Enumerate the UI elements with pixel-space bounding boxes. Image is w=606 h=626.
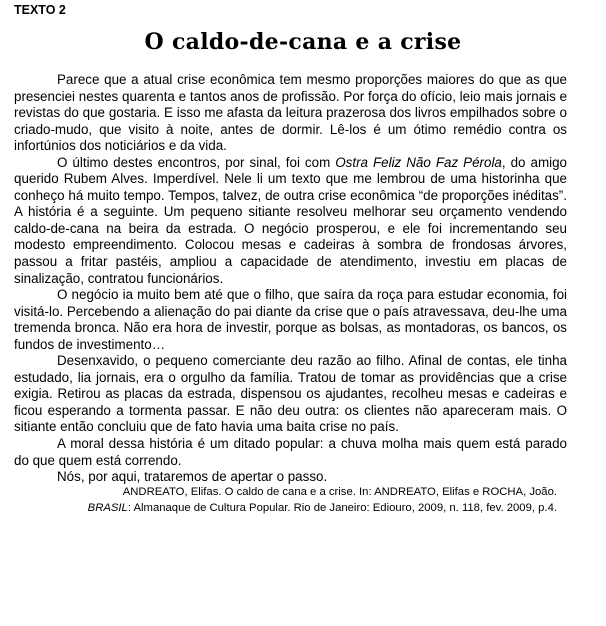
paragraph [14,436,567,469]
citation [14,484,557,516]
italic-text-run: Ostra Feliz Não Faz Pérola [335,154,502,170]
text-run: Desenxavido, o pequeno comerciante deu razão ao filho. Afinal de contas, ele tinha estudado, lia jornais, era o orgulho da família. Tratou de tomar as providências que a crise exigia. Retirou as placas da estrada, dispensou os ajudantes, recolheu mesas e cadeiras e ficou esperando a tormenta passar. E não deu outra: os clientes não apareceram mais. O sitiante então concluiu que de fato havia uma baita crise no país. [14,353,567,435]
page-title: O caldo-de-cana e a crise [144,29,462,55]
paragraph [14,353,567,436]
citation-line [14,500,557,516]
italic-text-run: BRASIL [87,502,128,514]
text-run: , do amigo querido Rubem Alves. Imperdível. Nele li um texto que me lembrou de uma historinha que conheço há muito tempo. Tempos, talvez, de outra crise econômica “de proporções inéditas”. A história é a seguinte. Um pequeno sitiante resolveu melhorar seu orçamento vendendo caldo-de-cana na beira da estrada. O negócio prosperou, e ele foi incrementando seu modesto empreendimento. Colocou mesas e cadeiras à sombra de frondosas árvores, passou a fritar pastéis, ampliou a capacidade de atendimento, investiu em placas de sinalização, contratou funcionários. [14,154,567,286]
text-run: O último destes encontros, por sinal, foi com [57,154,336,170]
text-run: ANDREATO, Elifas. O caldo de cana e a crise. In: ANDREATO, Elifas e ROCHA, João. [122,486,557,498]
paragraph [14,287,567,353]
text-run: Nós, por aqui, trataremos de apertar o passo. [57,469,328,485]
text-run: Parece que a atual crise econômica tem mesmo proporções maiores do que as que presenciei nestes quarenta e tantos anos de profissão. Por força do ofício, leio mais jornais e revistas do que gostaria. E isso me afasta da leitura prazerosa dos livros empilhados sobre o criado-mudo, que visito à noite, antes de dormir. Lê-los é um ótimo remédio contra os infortúnios dos noticiários e da vida. [14,72,567,154]
paragraph [14,72,567,155]
citation-line [14,484,557,500]
paragraph [14,155,567,287]
text-run: : Almanaque de Cultura Popular. Rio de Janeiro: Ediouro, 2009, n. 118, fev. 2009, p.4. [127,502,557,514]
article-body [14,72,567,486]
text-run: O negócio ia muito bem até que o filho, que saíra da roça para estudar economia, foi visitá-lo. Percebendo a alienação do pai diante da crise que o país atravessava, deu-lhe uma tremenda bronca. Não era hora de investir, porque as bolsas, as montadoras, os bancos, os fundos de investimento… [14,287,567,352]
text-section-label: TEXTO 2 [14,3,66,17]
text-run: A moral dessa história é um ditado popular: a chuva molha mais quem está parado do que quem está correndo. [14,436,567,468]
